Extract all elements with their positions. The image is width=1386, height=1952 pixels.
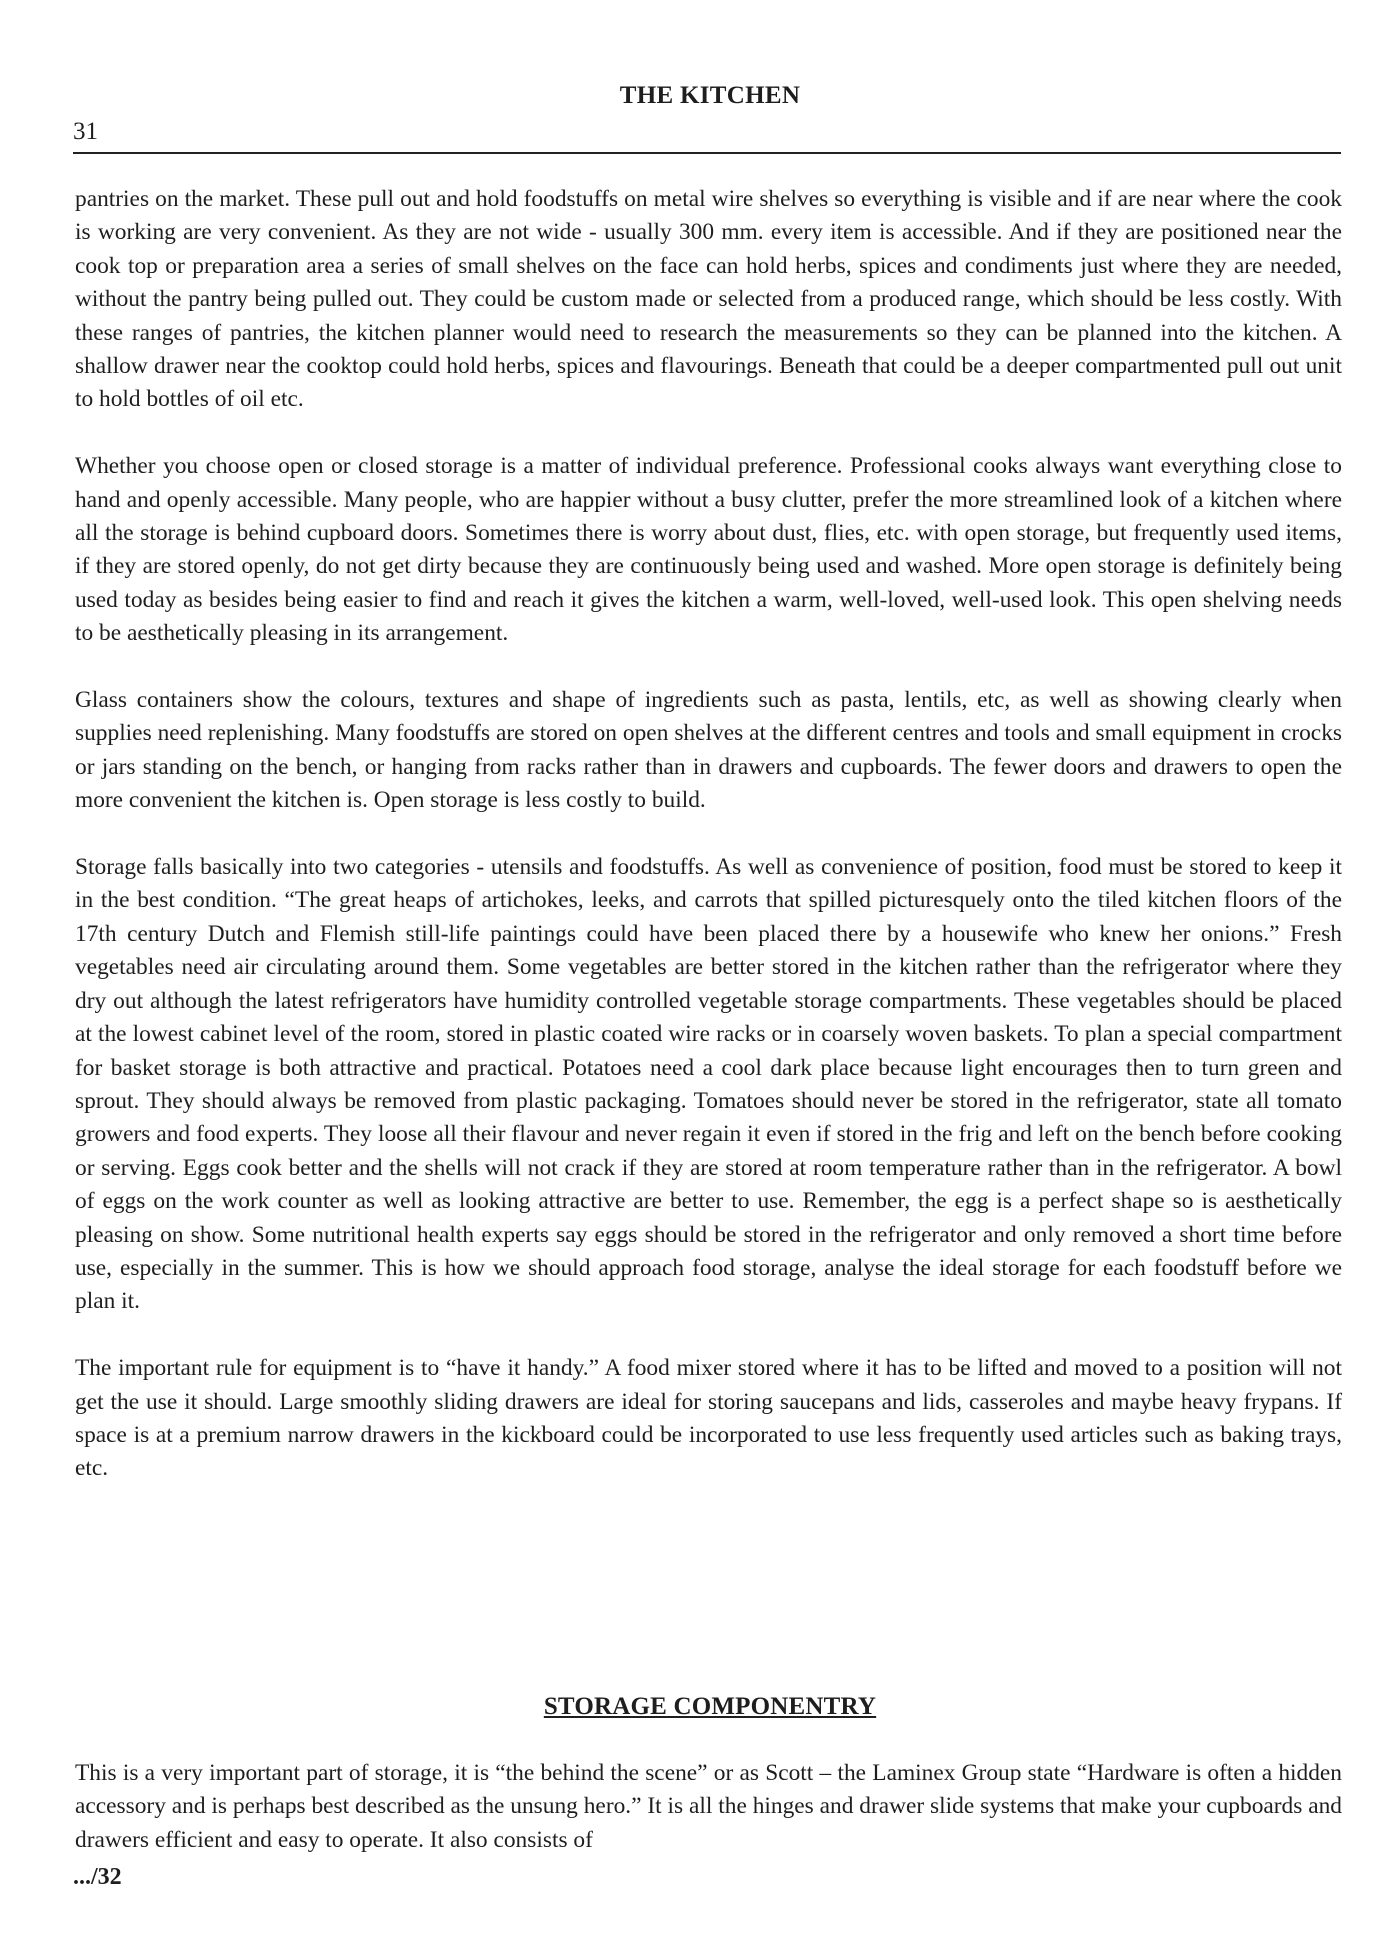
page-number: 31 [73, 118, 98, 145]
paragraph-pantries: pantries on the market. These pull out and hold foodstuffs on metal wire shelves so everything is visible and if are near where the cook is working are very convenient. As they are not wide - usually 300 mm. every item is accessible. And if they are positioned near the cook top or preparation area a series of small shelves on the face can hold herbs, spices and condiments just where they are needed, without the pantry being pulled out. They could be custom made or selected from a produced range, which should be less costly. With these ranges of pantries, the kitchen planner would need to research the measurements so they can be planned into the kitchen. A shallow drawer near the cooktop could hold herbs, spices and flavourings. Beneath that could be a deeper compartmented pull out unit to hold bottles of oil etc. [75, 186, 1342, 413]
paragraph-open-closed-storage: Whether you choose open or closed storage is a matter of individual preference. Professional cooks always want everything close to hand and openly accessible. Many people, who are happier without a busy clutter, prefer the more streamlined look of a kitchen where all the storage is behind cupboard doors. Sometimes there is worry about dust, flies, etc. with open storage, but frequently used items, if they are stored openly, do not get dirty because they are continuously being used and washed. More open storage is definitely being used today as besides being easier to find and reach it gives the kitchen a warm, well-loved, well-used look. This open shelving needs to be aesthetically pleasing in its arrangement. [75, 453, 1342, 647]
paragraph-glass-containers: Glass containers show the colours, textures and shape of ingredients such as pasta, lentils, etc, as well as showing clearly when supplies need replenishing. Many foodstuffs are stored on open shelves at the different centres and tools and small equipment in crocks or jars standing on the bench, or hanging from racks rather than in drawers and cupboards. The fewer doors and drawers to open the more convenient the kitchen is. Open storage is less costly to build. [75, 687, 1342, 814]
header-rule [73, 152, 1341, 154]
section-heading: STORAGE COMPONENTRY [543, 1693, 877, 1720]
paragraph-storage-categories: Storage falls basically into two categories - utensils and foodstuffs. As well as convenience of position, food must be stored to keep it in the best condition. “The great heaps of artichokes, leeks, and carrots that spilled picturesquely onto the tiled kitchen floors of the 17th century Dutch and Flemish still-life paintings could have been placed there by a housewife who knew her onions.” Fresh vegetables need air circulating around them. Some vegetables are better stored in the kitchen rather than the refrigerator where they dry out although the latest refrigerators have humidity controlled vegetable storage compartments. These vegetables should be placed at the lowest cabinet level of the room, stored in plastic coated wire racks or in coarsely woven baskets. To plan a special compartment for basket storage is both attractive and practical. Potatoes need a cool dark place because light encourages then to turn green and sprout. They should always be removed from plastic packaging. Tomatoes should never be stored in the refrigerator, state all tomato growers and food experts. They loose all their flavour and never regain it even if stored in the frig and left on the bench before cooking or serving. Eggs cook better and the shells will not crack if they are stored at room temperature rather than in the refrigerator. A bowl of eggs on the work counter as well as looking attractive are better to use. Remember, the egg is a perfect shape so is aesthetically pleasing on show. Some nutritional health experts say eggs should be stored in the refrigerator and only removed a short time before use, especially in the summer. This is how we should approach food storage, analyse the ideal storage for each foodstuff before we plan it. [75, 854, 1342, 1315]
paragraph-equipment: The important rule for equipment is to “have it handy.” A food mixer stored where it has to be lifted and moved to a position will not get the use it should. Large smoothly sliding drawers are ideal for storing saucepans and lids, casseroles and maybe heavy frypans. If space is at a premium narrow drawers in the kickboard could be incorporated to use less frequently used articles such as baking trays, etc. [75, 1355, 1342, 1482]
section-paragraph: This is a very important part of storage, it is “the behind the scene” or as Scott – the Laminex Group state “Hardware is often a hidden accessory and is perhaps best described as the unsung hero.” It is all the hinges and drawer slide systems that make your cupboards and drawers efficient and easy to operate. It also consists of [75, 1760, 1342, 1853]
running-title: THE KITCHEN [619, 82, 801, 109]
body-text [75, 183, 1342, 1486]
continuation-marker: .../32 [73, 1864, 122, 1890]
